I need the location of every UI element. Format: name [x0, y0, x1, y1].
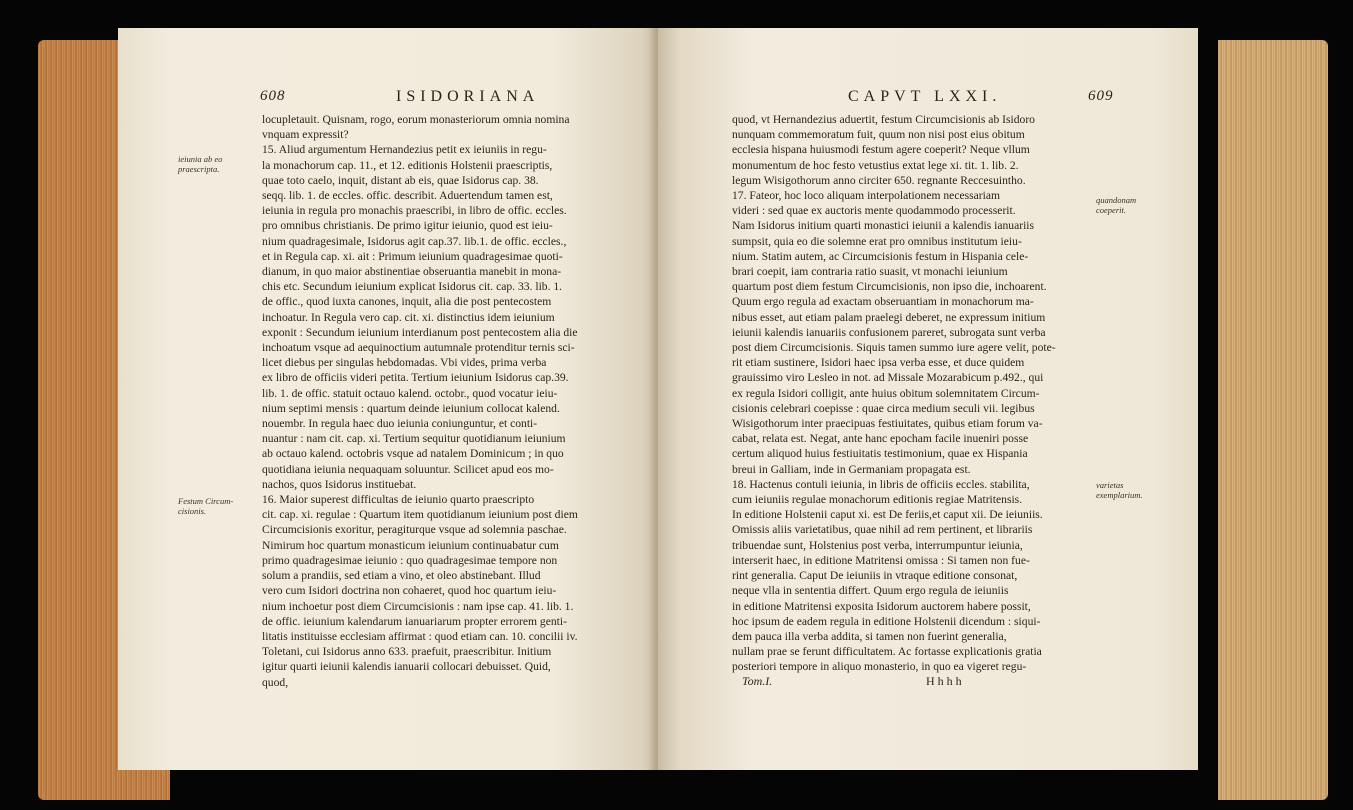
right-text-line: neque vlla in sententia differt. Quum ergo regula de ieiuniis: [732, 584, 1009, 598]
left-text-line: quae toto caelo, inquit, distant ab eis, quae Isidorus cap. 38.: [262, 173, 539, 187]
left-text-line: la monachorum cap. 11., et 12. editionis Holstenii praescriptis,: [262, 158, 553, 172]
right-body-text: [732, 112, 1092, 675]
right-text-line: ecclesia hispana huiusmodi festum agere coeperit? Neque vllum: [732, 143, 1030, 157]
right-text-line: cisionis celebrari coepisse : quae circa medium seculi vii. legibus: [732, 401, 1035, 415]
right-text-line: in editione Matritensi exposita Isidorum auctorem habere possit,: [732, 599, 1031, 613]
left-text-line: dianum, in quo maior abstinentiae obseruantia manebit in mona-: [262, 265, 562, 279]
left-running-title: ISIDORIANA: [396, 88, 540, 105]
left-page: [118, 28, 658, 770]
left-text-line: nachos, quos Isidorus instituebat.: [262, 477, 417, 491]
right-running-title: CAPVT LXXI.: [848, 88, 1002, 105]
right-text-line: 17. Fateor, hoc loco aliquam interpolationem necessariam: [732, 189, 1001, 203]
left-text-line: ieiunia in regula pro monachis praescribi, in libro de offic. eccles.: [262, 204, 567, 218]
right-text-line: Nam Isidorus initium quarti monastici ieiunii a kalendis ianuariis: [732, 219, 1035, 233]
right-page: [658, 28, 1198, 770]
left-text-line: nouembr. In regula haec duo ieiunia coniunguntur, et conti-: [262, 417, 538, 431]
left-text-line: lib. 1. de offic. statuit octauo kalend. octobr., quod vocatur ieiu-: [262, 386, 558, 400]
left-text-line: inchoatum vsque ad aequinoctium autumnale protenditur ternis sci-: [262, 341, 575, 355]
left-text-line: chis etc. Secundum ieiunium explicat Isidorus cit. cap. 33. lib. 1.: [262, 280, 563, 294]
left-text-line: primo quadragesimae ieiunio : quo quadragesimae tempore non: [262, 553, 558, 567]
left-text-line: Nimirum hoc quartum monasticum ieiunium continuabatur cum: [262, 538, 559, 552]
right-text-line: nullam prae se ferunt difficultatem. Ac fortasse explicationis gratia: [732, 645, 1042, 659]
left-text-line: locupletauit. Quisnam, rogo, eorum monasteriorum omnia nomina: [262, 113, 570, 126]
right-text-line: certum aliquod huius festiuitatis testimonium, quae ex Hispania: [732, 447, 1028, 461]
right-text-line: quartum post diem festum Circumcisionis, non ipso die, inchoarent.: [732, 280, 1047, 294]
right-text-line: nium. Statim autem, ac Circumcisionis festum in Hispania cele-: [732, 249, 1029, 263]
footer-signature-mark: Hhhh: [926, 674, 965, 688]
left-text-line: quotidiana ieiunia nequaquam soluuntur. Scilicet apud eos mo-: [262, 462, 554, 476]
footer-volume: Tom.I.: [742, 674, 773, 688]
left-text-line: nuantur : nam cit. cap. xi. Tertium sequitur quotidianum ieiunium: [262, 432, 566, 446]
page-edges-right: [1218, 40, 1328, 800]
left-text-line: Toletani, cui Isidorus anno 633. praefuit, praescribitur. Initium: [262, 645, 552, 659]
right-text-line: rit etiam sustinere, Isidori haec ipsa verba esse, et duce quidem: [732, 356, 1025, 370]
right-text-line: Omissis aliis varietatibus, quae nihil ad rem pertinent, et librariis: [732, 523, 1033, 537]
right-margin-note-1: quandonam coeperit.: [1096, 195, 1137, 215]
left-text-line: de offic., quod iuxta canones, inquit, alia die post pentecostem: [262, 295, 552, 309]
right-text-line: Quum ergo regula ad exactam obseruantiam in monachorum ma-: [732, 295, 1034, 309]
right-text-line: Wisigothorum inter praecipuas festiuitates, quibus etiam forum va-: [732, 417, 1043, 431]
left-text-line: nium septimi mensis : quartum deinde ieiunium collocat kalend.: [262, 401, 560, 415]
right-text-line: nibus esset, aut etiam palam praelegi deberet, ne expressum initium: [732, 310, 1046, 324]
left-margin-note-1: ieiunia ab eo praescripta.: [178, 154, 223, 174]
right-text-line: posteriori tempore in aliquo monasterio, in quo ea vigeret regu-: [732, 660, 1027, 674]
right-text-line: 18. Hactenus contuli ieiunia, in libris de officiis eccles. stabilita,: [732, 477, 1030, 491]
right-text-line: interserit haec, in editione Matritensi omissa : Si tamen non fue-: [732, 553, 1030, 567]
right-text-line: ex regula Isidori colligit, ante huius obitum solemnitatem Circum-: [732, 386, 1040, 400]
left-text-line: 15. Aliud argumentum Hernandezius petit ex ieiuniis in regu-: [262, 143, 547, 157]
left-text-line: litatis instituisse ecclesiam affirmat : quod etiam can. 10. concilii iv.: [262, 629, 578, 643]
left-page-number: 608: [260, 88, 286, 104]
right-page-number: 609: [1088, 88, 1114, 104]
left-text-line: igitur quarti ieiunii kalendis ianuarii collocari debuisset. Quid,: [262, 660, 551, 674]
right-text-line: nunquam commemoratum fuit, quum non nisi post eius obitum: [732, 128, 1025, 142]
right-text-line: dem pauca illa verba addita, si tamen non fuerint generalia,: [732, 629, 1007, 643]
left-text-line: de offic. ieiunium kalendarum ianuariarum propter errorem genti-: [262, 614, 567, 628]
left-text-line: quod,: [262, 675, 289, 689]
right-margin-note-2: varietas exemplarium.: [1096, 480, 1143, 500]
right-text-line: quod, vt Hernandezius aduertit, festum Circumcisionis ab Isidoro: [732, 113, 1035, 126]
left-text-line: et in Regula cap. xi. ait : Primum ieiunium quadragesimae quoti-: [262, 249, 563, 263]
left-text-line: vero cum Isidori doctrina non cohaeret, quod hoc quartum ieiu-: [262, 584, 557, 598]
left-text-line: solum a prandiis, sed etiam a vino, et oleo abstinebant. Illud: [262, 569, 541, 583]
right-text-line: cabat, relata est. Negat, ante hanc epocham facile inueniri posse: [732, 432, 1029, 446]
left-text-line: inchoatur. In Regula vero cap. cit. xi. distinctius idem ieiunium: [262, 310, 555, 324]
left-text-line: seqq. lib. 1. de eccles. offic. describit. Aduertendum tamen est,: [262, 189, 553, 203]
left-text-line: pro omnibus christianis. De primo igitur ieiunio, quod est ieiu-: [262, 219, 553, 233]
right-text-line: tribuendae sunt, Holstenius post verba, interrumpuntur ieiunia,: [732, 538, 1023, 552]
right-text-line: rint generalia. Caput De ieiuniis in vtraque editione consonat,: [732, 569, 1018, 583]
left-text-line: Circumcisionis exoritur, peragiturque vsque ad solemnia paschae.: [262, 523, 567, 537]
left-text-line: 16. Maior superest difficultas de ieiunio quarto praescripto: [262, 493, 535, 507]
right-text-line: grauissimo viro Lesleo in not. ad Missale Mozarabicum p.492., qui: [732, 371, 1044, 385]
right-text-line: brari coepit, iam contraria ratio suasit, vt monachi ieiunium: [732, 265, 1008, 279]
left-text-line: ex libro de officiis videri petita. Tertium ieiunium Isidorus cap.39.: [262, 371, 569, 385]
left-body-text: [262, 112, 647, 690]
left-text-line: nium quadragesimale, Isidorus agit cap.37. lib.1. de offic. eccles.,: [262, 234, 567, 248]
right-text-line: hoc ipsum de eadem regula in editione Holstenii dicendum : siqui-: [732, 614, 1041, 628]
right-text-line: post diem Circumcisionis. Siquis tamen summo iure agere velit, pote-: [732, 341, 1056, 355]
right-text-line: videri : sed quae ex auctoris mente quodammodo processerit.: [732, 204, 1016, 218]
right-text-line: monumentum de hoc festo vetustius extat lege xi. tit. 1. lib. 2.: [732, 158, 1019, 172]
left-text-line: cit. cap. xi. regulae : Quartum item quotidianum ieiunium post diem: [262, 508, 578, 522]
right-text-line: cum ieiuniis regulae monachorum editionis regiae Matritensis.: [732, 493, 1023, 507]
left-margin-note-2: Festum Circum-cisionis.: [178, 496, 234, 516]
right-text-line: legum Wisigothorum anno circiter 650. regnante Reccesuintho.: [732, 173, 1026, 187]
left-text-line: ab octauo kalend. octobris vsque ad natalem Dominicum ; in quo: [262, 447, 564, 461]
right-text-line: ieiunii kalendis ianuariis confusionem pareret, subrogata sunt verba: [732, 325, 1046, 339]
right-text-line: breui in Galliam, inde in Germaniam propagata est.: [732, 462, 971, 476]
left-text-line: vnquam expressit?: [262, 128, 349, 142]
left-text-line: exponit : Secundum ieiunium interdianum post pentecostem alia die: [262, 325, 578, 339]
right-text-line: sumpsit, quia eo die solemne erat pro omnibus institutum ieiu-: [732, 234, 1022, 248]
left-text-line: licet diebus per singulas hebdomadas. Vbi vides, prima verba: [262, 356, 547, 370]
left-text-line: nium inchoetur post diem Circumcisionis : nam ipse cap. 41. lib. 1.: [262, 599, 574, 613]
right-text-line: In editione Holstenii caput xi. est De feriis,et caput xii. De ieiuniis.: [732, 508, 1043, 522]
